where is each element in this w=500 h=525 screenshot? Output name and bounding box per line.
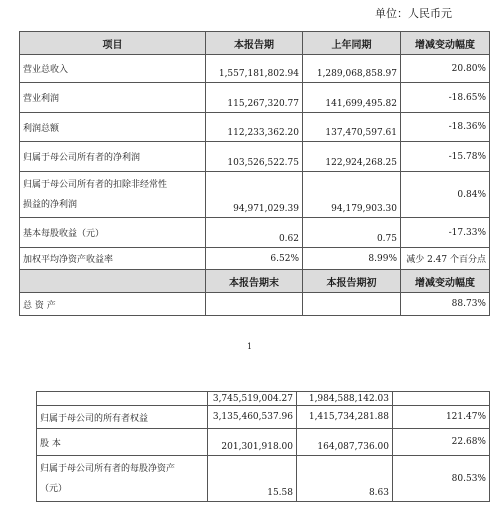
row-change	[393, 392, 490, 406]
row-label: 归属于母公司的所有者权益	[37, 406, 208, 429]
row-prior: 8.63	[297, 456, 393, 502]
page-number: 1	[247, 342, 253, 351]
row-current: 103,526,522.75	[206, 142, 303, 172]
row-label	[37, 456, 208, 502]
table-row	[37, 392, 490, 406]
subheader-change: 增减变动幅度	[401, 270, 490, 293]
row-current: 3,135,460,537.96	[208, 406, 297, 429]
row-current	[206, 293, 303, 316]
header-current: 本报告期	[206, 32, 303, 55]
row-label	[20, 172, 206, 218]
row-current: 15.58	[208, 456, 297, 502]
row-change: 20.80%	[401, 55, 490, 83]
row-current: 112,233,362.20	[206, 113, 303, 142]
row-label-line2: （元）	[40, 483, 68, 494]
row-change: 88.73%	[401, 293, 490, 316]
row-current: 115,267,320.77	[206, 83, 303, 113]
row-label-line1: 归属于母公司所有者的每股净资产	[40, 463, 176, 474]
subheader-period-end: 本报告期末	[206, 270, 303, 293]
row-current: 201,301,918.00	[208, 429, 297, 456]
row-change: -18.65%	[401, 83, 490, 113]
row-prior: 8.99%	[303, 248, 401, 270]
row-prior: 1,415,734,281.88	[297, 406, 393, 429]
row-label: 股 本	[37, 429, 208, 456]
row-current: 6.52%	[206, 248, 303, 270]
table-row	[20, 293, 490, 316]
row-label-line1: 归属于母公司所有者的扣除非经常性	[23, 179, 168, 190]
table-subheader-row	[20, 270, 490, 293]
subheader-blank	[20, 270, 206, 293]
table-row	[20, 248, 490, 270]
table-row	[37, 406, 490, 429]
row-change: 0.84%	[401, 172, 490, 218]
row-change: -18.36%	[401, 113, 490, 142]
row-prior: 94,179,903.30	[303, 172, 401, 218]
row-label: 归属于母公司所有者的净利润	[20, 142, 206, 172]
row-label: 利润总额	[20, 113, 206, 142]
row-current: 1,557,181,802.94	[206, 55, 303, 83]
row-label: 基本每股收益（元）	[20, 218, 206, 248]
row-change: -17.33%	[401, 218, 490, 248]
table-row	[37, 429, 490, 456]
row-prior: 122,924,268.25	[303, 142, 401, 172]
unit-label: 单位：人民币元	[375, 7, 452, 20]
table-row	[20, 172, 490, 218]
row-label: 加权平均净资产收益率	[20, 248, 206, 270]
header-item: 项目	[20, 32, 206, 55]
table-header-row	[20, 32, 490, 55]
row-prior: 164,087,736.00	[297, 429, 393, 456]
row-current: 3,745,519,004.27	[208, 392, 297, 406]
row-label	[37, 392, 208, 406]
table-row	[20, 113, 490, 142]
row-prior: 1,289,068,858.97	[303, 55, 401, 83]
row-label: 营业总收入	[20, 55, 206, 83]
row-label-line2: 损益的净利润	[23, 199, 78, 210]
row-prior: 141,699,495.82	[303, 83, 401, 113]
table-row	[37, 456, 490, 502]
header-prior: 上年同期	[303, 32, 401, 55]
performance-table	[19, 31, 490, 316]
row-change: 22.68%	[393, 429, 490, 456]
row-current: 0.62	[206, 218, 303, 248]
balance-table-continued	[36, 391, 490, 502]
table-row	[20, 55, 490, 83]
row-current: 94,971,029.39	[206, 172, 303, 218]
row-change: 80.53%	[393, 456, 490, 502]
row-prior: 137,470,597.61	[303, 113, 401, 142]
header-change: 增减变动幅度	[401, 32, 490, 55]
row-change: -15.78%	[401, 142, 490, 172]
table-row	[20, 142, 490, 172]
subheader-period-start: 本报告期初	[303, 270, 401, 293]
row-label: 总 资 产	[20, 293, 206, 316]
row-change: 121.47%	[393, 406, 490, 429]
row-change: 减少 2.47 个百分点	[401, 248, 490, 270]
row-prior	[303, 293, 401, 316]
row-prior: 0.75	[303, 218, 401, 248]
table-row	[20, 218, 490, 248]
table-row	[20, 83, 490, 113]
row-prior: 1,984,588,142.03	[297, 392, 393, 406]
row-label: 营业利润	[20, 83, 206, 113]
